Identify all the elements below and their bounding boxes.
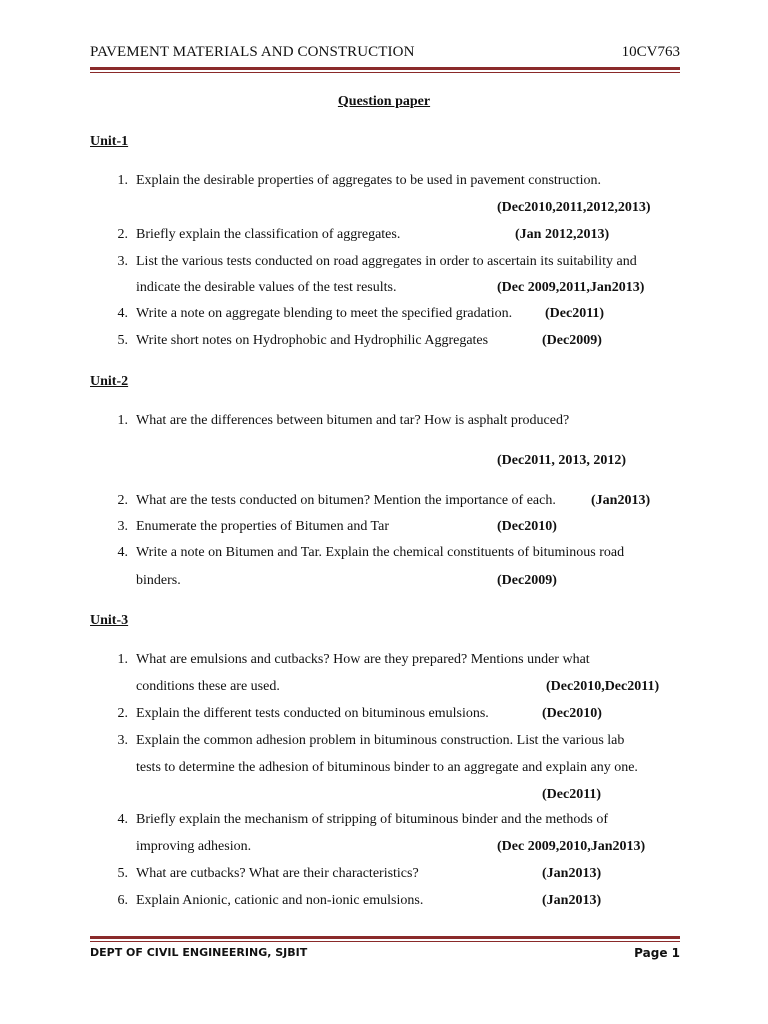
question-row bbox=[0, 810, 768, 830]
question-text: Briefly explain the mechanism of stripping of bituminous binder and the methods of bbox=[136, 812, 609, 827]
question-row bbox=[0, 517, 768, 537]
question-text: Explain Anionic, cationic and non-ionic emulsions. bbox=[136, 893, 424, 908]
unit-heading-3: Unit-3 bbox=[90, 613, 129, 628]
question-number: 4. bbox=[117, 812, 128, 827]
exam-reference: (Dec2011) bbox=[545, 306, 605, 321]
question-row bbox=[0, 252, 768, 272]
question-row bbox=[0, 225, 768, 245]
exam-reference: (Dec2010,2011,2012,2013) bbox=[497, 200, 651, 215]
question-row bbox=[0, 411, 768, 431]
question-text: Write short notes on Hydrophobic and Hydrophilic Aggregates bbox=[136, 333, 489, 348]
question-number: 5. bbox=[117, 333, 128, 348]
page-header bbox=[90, 44, 680, 66]
question-ref-row bbox=[0, 451, 768, 471]
footer-rule-thin bbox=[90, 941, 680, 942]
question-number: 6. bbox=[117, 893, 128, 908]
question-number: 5. bbox=[117, 866, 128, 881]
unit-heading-2: Unit-2 bbox=[90, 374, 129, 389]
exam-reference: (Dec2009) bbox=[497, 573, 557, 588]
unit-heading-1: Unit-1 bbox=[90, 134, 129, 149]
question-text: improving adhesion. bbox=[136, 839, 252, 854]
question-text: tests to determine the adhesion of bituminous binder to an aggregate and explain any one. bbox=[136, 760, 638, 775]
question-row bbox=[0, 331, 768, 351]
question-text: conditions these are used. bbox=[136, 679, 280, 694]
header-rule-thin bbox=[90, 72, 680, 73]
question-text: Explain the common adhesion problem in bituminous construction. List the various lab bbox=[136, 733, 625, 748]
question-row bbox=[0, 491, 768, 511]
question-ref-row bbox=[0, 785, 768, 805]
question-text: What are emulsions and cutbacks? How are they prepared? Mentions under what bbox=[136, 652, 590, 667]
page-number: Page 1 bbox=[634, 946, 680, 960]
exam-reference: (Jan2013) bbox=[542, 893, 602, 908]
question-number: 1. bbox=[117, 173, 128, 188]
header-rule-thick bbox=[90, 67, 680, 70]
course-code: 10CV763 bbox=[621, 44, 680, 60]
course-title: PAVEMENT MATERIALS AND CONSTRUCTION bbox=[90, 44, 415, 60]
question-text: What are cutbacks? What are their characteristics? bbox=[136, 866, 419, 881]
exam-reference: (Jan 2012,2013) bbox=[515, 227, 610, 242]
exam-reference: (Dec2011, 2013, 2012) bbox=[497, 453, 627, 468]
exam-reference: (Dec2011) bbox=[542, 787, 602, 802]
question-text: Enumerate the properties of Bitumen and Tar bbox=[136, 519, 390, 534]
exam-reference: (Dec2010,Dec2011) bbox=[546, 679, 660, 694]
question-row bbox=[0, 864, 768, 884]
question-number: 1. bbox=[117, 652, 128, 667]
question-number: 4. bbox=[117, 545, 128, 560]
question-number: 2. bbox=[117, 493, 128, 508]
question-number: 3. bbox=[117, 254, 128, 269]
question-text: List the various tests conducted on road aggregates in order to ascertain its suitability and bbox=[136, 254, 637, 269]
question-ref-row bbox=[0, 198, 768, 218]
question-text: What are the tests conducted on bitumen? Mention the importance of each. bbox=[136, 493, 556, 508]
question-text: Explain the desirable properties of aggregates to be used in pavement construction. bbox=[136, 173, 601, 188]
question-number: 2. bbox=[117, 706, 128, 721]
question-row bbox=[0, 891, 768, 911]
question-text: Briefly explain the classification of aggregates. bbox=[136, 227, 401, 242]
exam-reference: (Dec2010) bbox=[542, 706, 602, 721]
question-number: 2. bbox=[117, 227, 128, 242]
question-number: 3. bbox=[117, 519, 128, 534]
exam-reference: (Jan2013) bbox=[542, 866, 602, 881]
question-number: 3. bbox=[117, 733, 128, 748]
question-text: Explain the different tests conducted on bituminous emulsions. bbox=[136, 706, 489, 721]
department-name: DEPT OF CIVIL ENGINEERING, SJBIT bbox=[90, 946, 308, 959]
question-row bbox=[0, 543, 768, 563]
question-number: 1. bbox=[117, 413, 128, 428]
exam-reference: (Dec 2009,2010,Jan2013) bbox=[497, 839, 646, 854]
question-row bbox=[0, 650, 768, 670]
question-text: What are the differences between bitumen and tar? How is asphalt produced? bbox=[136, 413, 570, 428]
question-number: 4. bbox=[117, 306, 128, 321]
question-row bbox=[0, 704, 768, 724]
question-text: indicate the desirable values of the test results. bbox=[136, 280, 397, 295]
page-title: Question paper bbox=[337, 94, 431, 109]
question-row bbox=[0, 731, 768, 751]
question-row-continued bbox=[0, 677, 768, 697]
question-row-continued bbox=[0, 837, 768, 857]
question-row-continued bbox=[0, 758, 768, 778]
question-text: Write a note on Bitumen and Tar. Explain the chemical constituents of bituminous road bbox=[136, 545, 625, 560]
question-text: binders. bbox=[136, 573, 181, 588]
question-text: Write a note on aggregate blending to meet the specified gradation. bbox=[136, 306, 513, 321]
question-row-continued bbox=[0, 278, 768, 298]
exam-reference: (Dec2009) bbox=[542, 333, 602, 348]
exam-reference: (Dec2010) bbox=[497, 519, 557, 534]
question-row bbox=[0, 171, 768, 191]
page-footer bbox=[90, 946, 680, 966]
question-row bbox=[0, 304, 768, 324]
exam-reference: (Dec 2009,2011,Jan2013) bbox=[497, 280, 645, 295]
footer-rule-thick bbox=[90, 936, 680, 939]
exam-reference: (Jan2013) bbox=[591, 493, 651, 508]
question-row-continued bbox=[0, 571, 768, 591]
